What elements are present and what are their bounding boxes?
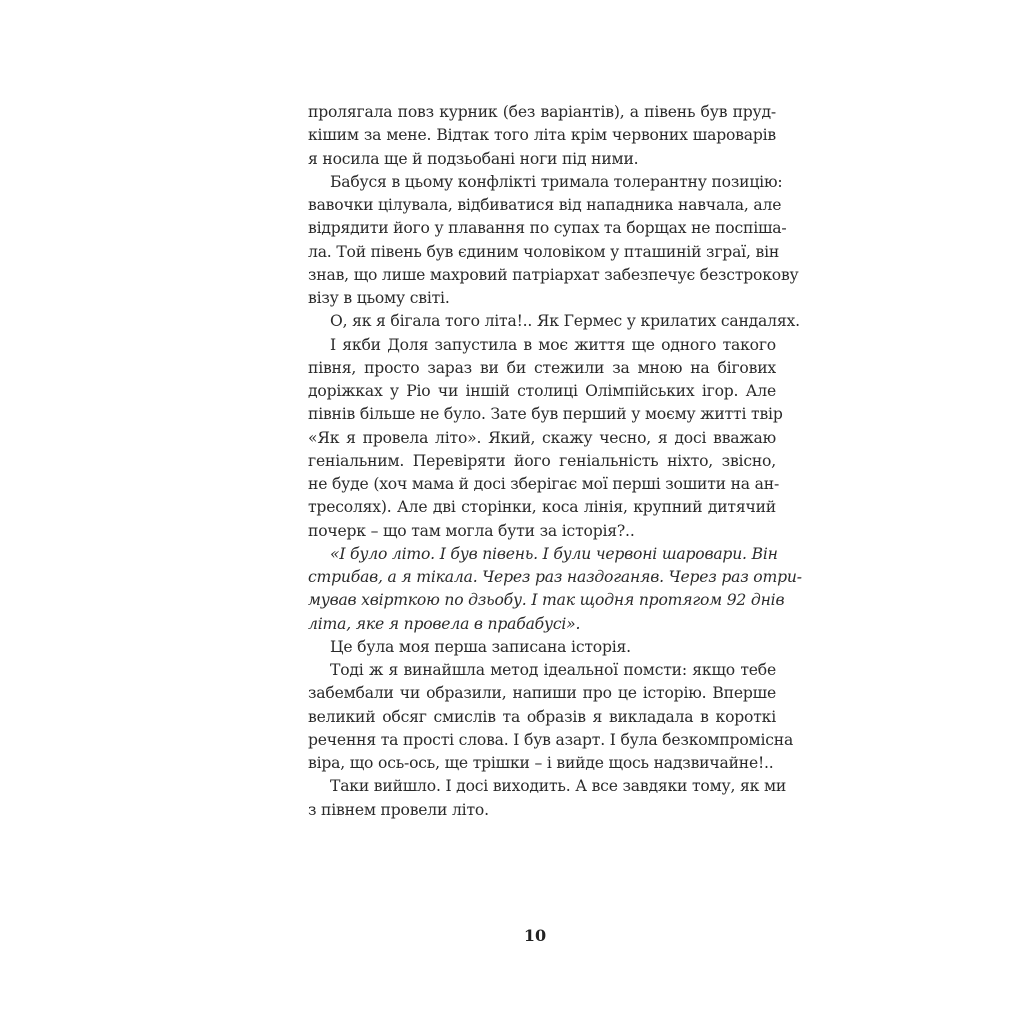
- text-line: літа, яке я провела в прабабусі».: [308, 614, 581, 633]
- paragraph: [308, 334, 783, 543]
- text-line: великий обсяг смислів та образів я викладала в короткі: [308, 707, 776, 726]
- text-line: вавочки цілувала, відбиватися від нападника навчала, але: [308, 196, 782, 214]
- text-line: забембали чи образили, напиши про це історію. Вперше: [308, 684, 776, 703]
- text-line: Бабуся в цьому конфлікті тримала толерантну позицію:: [330, 172, 783, 191]
- text-line: півня, просто зараз ви би стежили за мною на бігових: [308, 358, 776, 377]
- text-line: з півнем провели літо.: [308, 800, 489, 819]
- text-line: мував хвірткою по дзьобу. І так щодня протягом 92 днів: [308, 591, 785, 610]
- text-line: ла. Той півень був єдиним чоловіком у пташиній зграї, він: [308, 242, 780, 261]
- text-line: «Як я провела літо». Який, скажу чесно, я досі вважаю: [308, 428, 776, 447]
- paragraph: [308, 775, 787, 822]
- text-line: Таки вийшло. І досі виходить. А все завдяки тому, як ми: [330, 777, 787, 796]
- text-line: півнів більше не було. Зате був перший у моєму житті твір: [308, 405, 783, 424]
- text-line: віра, що ось-ось, ще трішки – і вийде щось надзвичайне!..: [308, 754, 774, 772]
- text-line: не буде (хоч мама й досі зберігає мої перші зошити на ан-: [308, 475, 780, 493]
- text-line: доріжках у Ріо чи іншій столиці Олімпійських ігор. Але: [308, 382, 776, 400]
- text-line: Тоді ж я винайшла метод ідеальної помсти: якщо тебе: [330, 661, 776, 679]
- text-line: «І було літо. І був півень. І були червоні шаровари. Він: [330, 544, 778, 563]
- paragraph: [308, 171, 799, 311]
- text-line: І якби Доля запустила в моє життя ще одного такого: [330, 335, 776, 354]
- text-line: О, як я бігала того літа!.. Як Гермес у крилатих сандалях.: [330, 312, 800, 331]
- page-number: 10: [523, 926, 547, 945]
- paragraph: [308, 659, 794, 775]
- text-line: пролягала повз курник (без варіантів), а півень був пруд-: [308, 103, 776, 121]
- text-line: Це була моя перша записана історія.: [330, 637, 631, 656]
- text-line: кішим за мене. Відтак того літа крім червоних шароварів: [308, 126, 776, 145]
- text-line: відрядити його у плавання по супах та борщах не поспіша-: [308, 219, 787, 238]
- paragraph: [308, 636, 776, 659]
- text-line: почерк – що там могла бути за історія?..: [308, 521, 635, 540]
- quote-paragraph: [308, 543, 802, 636]
- paragraph: [308, 101, 776, 171]
- text-line: візу в цьому світі.: [308, 289, 450, 307]
- text-line: геніальним. Перевіряти його геніальність ніхто, звісно,: [308, 451, 776, 470]
- text-line: тресолях). Але дві сторінки, коса лінія, крупний дитячий: [308, 498, 776, 517]
- text-line: стрибав, а я тікала. Через раз наздоганяв. Через раз отри-: [308, 568, 802, 586]
- paragraph: [308, 310, 800, 333]
- text-line: знав, що лише махровий патріархат забезпечує безстрокову: [308, 265, 799, 284]
- body-text: [308, 101, 802, 822]
- text-line: я носила ще й подзьобані ноги під ними.: [308, 149, 639, 168]
- text-line: речення та прості слова. І був азарт. І була безкомпромісна: [308, 730, 794, 749]
